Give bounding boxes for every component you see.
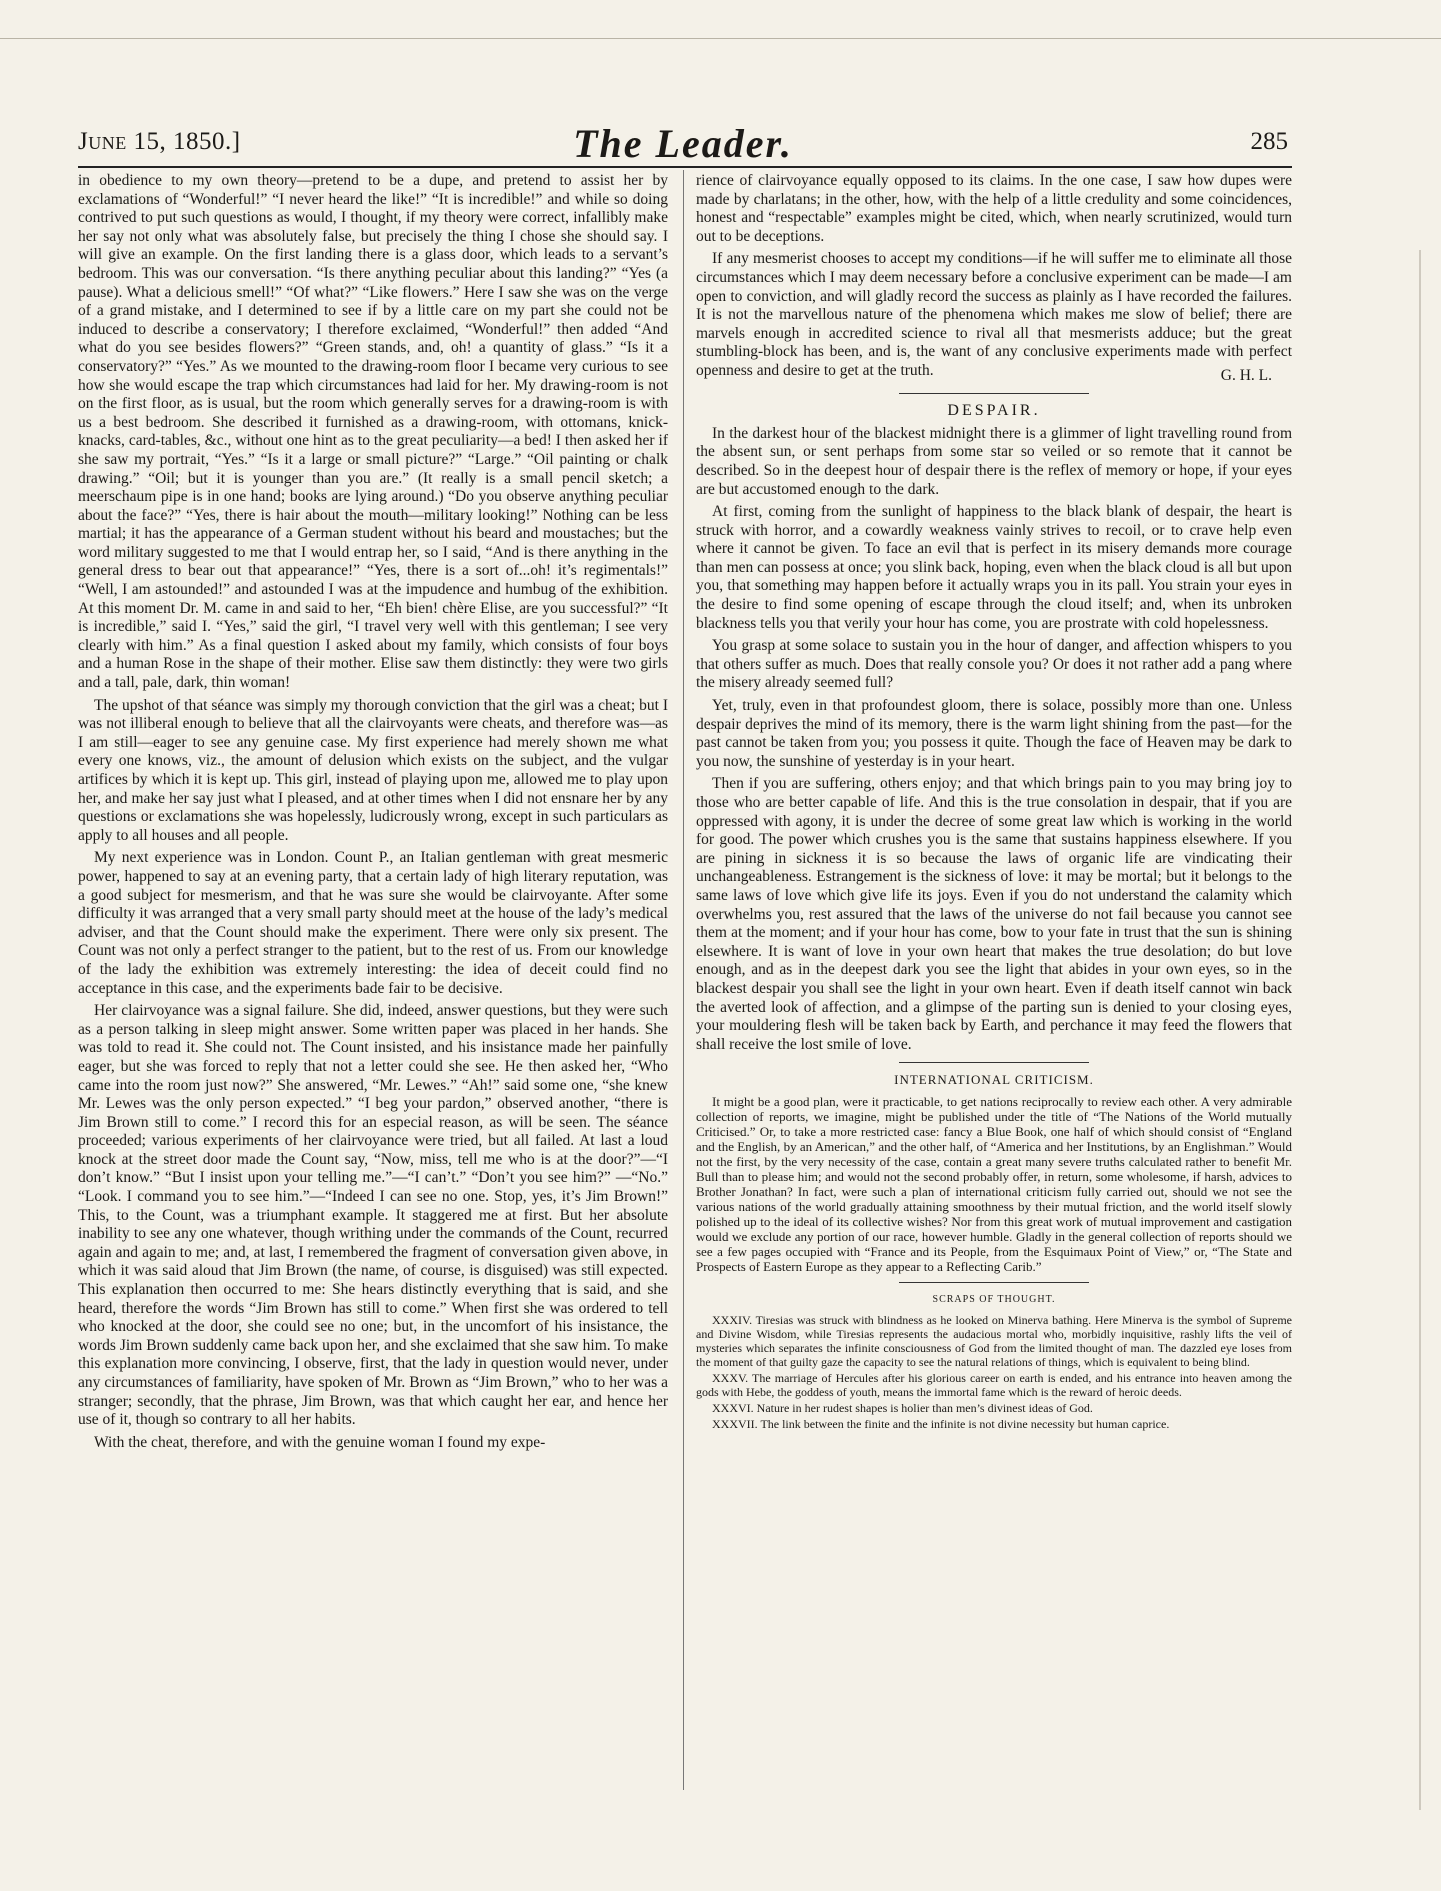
international-criticism-heading: INTERNATIONAL CRITICISM. xyxy=(894,1072,1094,1088)
paragraph: At first, coming from the sunlight of happiness to the black blank of despair, the heart is struck with horror, and a cowardly weakness vainly strives to recoil, or to crave help even where it cannot be given. To face an evil that is perfect in its misery demands more courage than men can possess at once; you slink back, hoping, even when the black cloud is all but upon you, that something may happen before it actually wraps you in its pall. You strain your eyes in the desire to find some opening of escape through the cloud itself; and, when its unbroken blackness tells you that verily your hour has come, you are prostrate with cold hopelessness. xyxy=(696,503,1292,632)
section-rule xyxy=(899,1282,1089,1283)
list-item: XXXV. The marriage of Hercules after his glorious career on earth is ended, and his entrance into heaven among the gods with Hebe, the goddess of youth, means the immortal fame which is the reward of heroic deeds. xyxy=(696,1370,1292,1399)
paragraph: rience of clairvoyance equally opposed to its claims. In the one case, I saw how dupes were made by charlatans; in the other, how, with the help of a little credulity and some coincidences, honest and “respectable” examples might be cited, which, when nearly scrutinized, would turn out to be deceptions. xyxy=(696,172,1292,245)
page-edge-shadow xyxy=(1419,250,1421,1810)
masthead-title: The Leader. xyxy=(573,121,793,166)
paragraph: in obedience to my own theory—pretend to be a dupe, and pretend to assist her by exclamations of “Wonderful!” “I never heard the like!” “It is incredible!” and while so doing contrived to put such questions as would, I thought, if my theory were correct, infallibly make her say not only what was absolutely false, but precisely the thing I chose she should say. I will give an example. On the first landing there is a glass door, which leads to a servant’s bedroom. This was our conversation. “Is there anything peculiar about this landing?” “Yes (a pause). What a delicious smell!” “Of what?” “Like flowers.” Here I saw she was on the verge of a grand mistake, and I determined to see if by a little care on my part she could not be induced to describe a conservatory; I therefore exclaimed, “Wonderful!” then added “And what do you see besides flowers?” “Green stands, and, oh! a quantity of glass.” “Is it a conservatory?” “Yes.” As we mounted to the drawing-room floor I became very curious to see how she would escape the trap which circumstances had laid for her. My drawing-room is not on the first floor, as is usual, but the room which generally serves for a drawing-room is with us a best bedroom. She described it furnished as a drawing-room, with ottomans, knick-knacks, card-tables, &c., without one hint as to the great peculiarity—a bed! I then asked her if she saw my portrait, “Yes.” “Is it a large or small picture?” “Large.” “Oil painting or chalk drawing.” “Oil; but it is younger than you are.” (It really is a small pencil sketch; a meerschaum pipe is in one hand; books are lying around.) “Do you observe anything peculiar about the face?” “Yes, there is hair about the mouth—military looking!” Nothing can be less martial; it has the appearance of a German student without his beard and moustaches; but the word military suggested to me that I would entrap her, so I said, “And is there anything in the general dress to bear out that appearance!” “Yes, there is a sort of...oh! it’s regimentals!” “Well, I am astounded!” and astounded I was at the impudence and humbug of the exhibition. At this moment Dr. M. came in and said to her, “Eh bien! chère Elise, are you successful?” “It is incredible,” said I. “Yes,” said the girl, “I travel very well with this gentleman; I see very clearly with him.” As a final question I asked about my family, which consists of four boys and a human Rose in the shape of their mother. Elise saw them distinctly: they were two girls and a tall, pale, dark, thin woman! xyxy=(78,172,668,692)
paragraph: The upshot of that séance was simply my thorough conviction that the girl was a cheat; but I was not illiberal enough to believe that all the clairvoyants were cheats, and therefore was—as I am still—eager to see any genuine case. My first experience had merely shown me what every one knows, viz., the amount of delusion which exists on the subject, and the vulgar artifices by which it is kept up. This girl, instead of playing upon me, allowed me to play upon her, and make her say just what I pleased, and at other times when I did not ensnare her by any questions or exclamations she was hopelessly, ludicrously wrong, except in such particulars as apply to all houses and all people. xyxy=(78,696,668,844)
paragraph: It might be a good plan, were it practicable, to get nations reciprocally to review each other. A very admirable collection of reports, we imagine, might be published under the title of “The Nations of the World mutually Criticised.” Or, to take a more restricted case: fancy a Blue Book, one half of which should consist of “England and the English, by an American,” and the other half, of “America and her Institutions, by an Englishman.” Would not the first, by the very necessity of the case, contain a great many severe truths calculated rather to benefit Mr. Bull than to please him; and would not the second probably offer, in return, some wholesome, if harsh, advices to Brother Jonathan? In fact, were such a plan of international criticism fully carried out, should we not see the various nations of the world gradually attaining smoothness by their mutual friction, and the world itself slowly polished up to the ideal of its collective wishes? Nor from this great work of mutual improvement and castigation would we exclude any portion of our race, however humble. Gladly in the general collection of reports should we see a few pages occupied with “France and its People, from the Esquimaux Point of View,” or, “The State and Prospects of Eastern Europe as they appear to a Reflecting Carib.” xyxy=(696,1093,1292,1274)
paragraph: You grasp at some solace to sustain you in the hour of danger, and affection whispers to you that others suffer as much. Does that really console you? Or does it not rather add a pang where the misery already seemed full? xyxy=(696,637,1292,692)
paragraph: Yet, truly, even in that profoundest gloom, there is solace, possibly more than one. Unless despair deprives the mind of its memory, there is the warm light shining from the past—for the past cannot be taken from you; you possess it quite. Though the face of Heaven may be dark to you now, the sunshine of yesterday is in your heart. xyxy=(696,697,1292,770)
paragraph: Her clairvoyance was a signal failure. She did, indeed, answer questions, but they were such as a person talking in sleep might answer. Some written paper was placed in her hands. She was told to read it. She could not. The Count insisted, and his insistance made her painfully eager, but she was forced to reply that not a letter could she see. He then asked her, “Who came into the room just now?” She answered, “Mr. Lewes.” “Ah!” said some one, “she knew Mr. Lewes was the only person expected.” “I beg your pardon,” observed another, “there is Jim Brown still to come.” I record this for an especial reason, as will be seen. The séance proceeded; various experiments of her clairvoyance were tried, but all failed. At last a loud knock at the street door made the Count say, “Now, miss, tell me who is at the door?”—“I don’t know.” “But I insist upon your telling me.”—“I can’t.” “Don’t you see him?” —“No.” “Look. I command you to see him.”—“Indeed I can see no one. Stop, yes, it’s Jim Brown!” This, to the Count, was a triumphant example. It staggered me at first. But her absolute inability to see any one whatever, though writhing under the commands of the Count, recurred again and again to me; and, at last, I remembered the fragment of conversation given above, in which it was said aloud that Jim Brown (the name, of course, is disguised) was still expected. This explanation then occurred to me: She hears distinctly everything that is said, and she heard, therefore the words “Jim Brown has still to come.” When first she was ordered to tell who knocked at the door, she could see no one; but, in the uncomfort of his insistance, the words Jim Brown suddenly came back upon her, and she exclaimed that she saw him. To make this explanation more convincing, I observe, first, that the lady in question would never, under any circumstances of familiarity, have spoken of Mr. Brown as “Jim Brown,” who to her was a stranger; secondly, that the phrase, Jim Brown, was that which caught her ear, and hence her use of it, though so contrary to all her habits. xyxy=(78,1002,668,1429)
issue-date: June 15, 1850.] xyxy=(78,128,241,155)
despair-heading: DESPAIR. xyxy=(947,402,1041,420)
paragraph: With the cheat, therefore, and with the genuine woman I found my expe- xyxy=(94,1433,546,1451)
paragraph: Then if you are suffering, others enjoy; and that which brings pain to you may bring joy to those who are better capable of life. And this is the true consolation in despair, that if you are oppressed with agony, it is under the decree of some great law which is working in the world for good. The power which crushes you is the same that sustains happiness elsewhere. If you are pining in sickness it is so because the laws of organic life are vindicating their unchangeableness. Estrangement is the sickness of love: it may be mortal; but it belongs to the same laws of love which give life its joys. Even if you do not understand the calamity which overwhelms you, rest assured that the laws of the universe do not fail because you cannot see them at the moment; and if your hour has come, bow to your fate in trust that the sun is shining elsewhere. It is want of love in your own heart that makes the true desolation; do but love enough, and as in the deepest dark you see the light that abides in your own eyes, so in the blackest despair you shall see the light in your own heart. Even if death itself cannot win back the averted look of affection, and a glimpse of the parting sun is denied to your closing eyes, your mouldering flesh will be taken back by Earth, and perchance it may feed the flowers that shall receive the lost smile of love. xyxy=(696,775,1292,1053)
header-rule xyxy=(78,166,1292,168)
list-item: XXXIV. Tiresias was struck with blindness as he looked on Minerva bathing. Here Minerva is the symbol of Supreme and Divine Wisdom, while Tiresias represents the audacious mortal who, morbidly inquisitive, rashly lifts the veil of mysteries which separates the infinite consciousness of God from the limited thought of man. The dazzled eye loses from the moment of that guilty gaze the capacity to see the natural relations of things, which is equivalent to being blind. xyxy=(696,1312,1292,1369)
page-number: 285 xyxy=(1250,128,1288,155)
left-column xyxy=(78,172,668,1456)
list-item: XXXVII. The link between the finite and the infinite is not divine necessity but human caprice. xyxy=(712,1416,1170,1431)
scraps-heading: SCRAPS OF THOUGHT. xyxy=(932,1293,1056,1305)
paragraph: My next experience was in London. Count P., an Italian gentleman with great mesmeric power, happened to say at an evening party, that a certain lady of high literary reputation, was a good subject for mesmerism, and that he was sure she would be clairvoyante. After some difficulty it was arranged that a very small party should meet at the house of the lady’s medical adviser, and that the Count should make the experiment. There were only six present. The Count was not only a perfect stranger to the patient, but to the rest of us. From our knowledge of the lady the exhibition was extremely interesting: the idea of deceit could find no acceptance in this case, and the experiments bade fair to be decisive. xyxy=(78,849,668,997)
list-item: XXXVI. Nature in her rudest shapes is holier than men’s divinest ideas of God. xyxy=(712,1400,1093,1415)
page-header xyxy=(78,120,1288,166)
paragraph: In the darkest hour of the blackest midnight there is a glimmer of light travelling round from the absent sun, or sent perhaps from some star so veiled or so remote that it cannot be described. So in the deepest hour of despair there is the reflex of memory or hope, if your eyes are but accustomed enough to the dark. xyxy=(696,424,1292,498)
paragraph: If any mesmerist chooses to accept my conditions—if he will suffer me to eliminate all those circumstances which I may deem necessary before a conclusive experiment can be made—I am open to conviction, and will gladly record the success as plainly as I have recorded the failures. It is not the marvellous nature of the phenomena which makes me slow of belief; there are marvels enough in accredited science to rival all that mesmerists adduce; but the great stumbling-block has been, and is, the want of any conclusive experiments made with perfect openness and desire to get at the truth. xyxy=(696,250,1292,379)
top-edge-line xyxy=(0,38,1441,39)
author-signature: G. H. L. xyxy=(1220,366,1272,384)
scraps-list xyxy=(696,1313,1292,1431)
section-rule xyxy=(899,393,1089,394)
right-column xyxy=(696,172,1292,1433)
column-divider xyxy=(683,170,684,1790)
section-rule xyxy=(899,1062,1089,1063)
